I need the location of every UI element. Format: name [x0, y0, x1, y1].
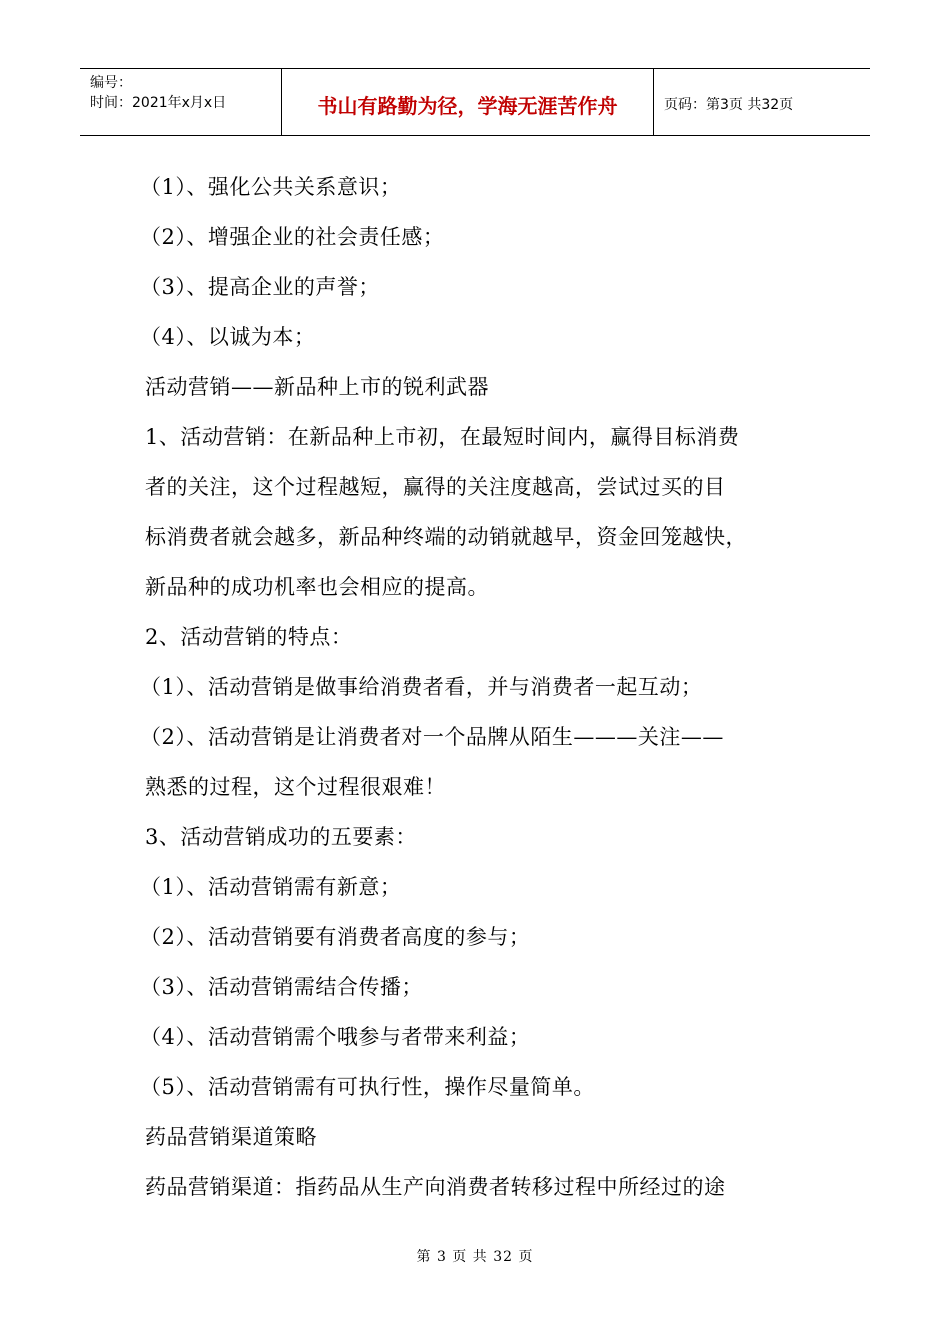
- text-line: （2）、增强企业的社会责任感；: [140, 225, 445, 249]
- text-line: （2）、活动营销是让消费者对一个品牌从陌生———关注——: [140, 725, 724, 749]
- header-motto: 书山有路勤为径，学海无涯苦作舟: [282, 69, 654, 135]
- text-line: 熟悉的过程，这个过程很艰难！: [145, 775, 446, 799]
- text-line: （1）、活动营销是做事给消费者看，并与消费者一起互动；: [140, 675, 703, 699]
- text-line: 2、活动营销的特点：: [145, 625, 353, 649]
- page-footer: 第 3 页 共 32 页: [416, 1249, 534, 1265]
- header-page-info: 页码：第3页 共32页: [664, 97, 794, 113]
- text-line: （4）、以诚为本；: [140, 325, 316, 349]
- document-number: 编号：: [90, 75, 132, 91]
- document-time: 时间：2021年x月x日: [90, 95, 227, 111]
- text-line: （5）、活动营销需有可执行性，操作尽量简单。: [140, 1075, 595, 1099]
- section-heading: 活动营销——新品种上市的锐利武器: [145, 375, 489, 399]
- text-line: （3）、提高企业的声誉；: [140, 275, 380, 299]
- text-line: 标消费者就会越多，新品种终端的动销就越早，资金回笼越快，: [145, 525, 747, 549]
- section-heading: 药品营销渠道策略: [145, 1125, 317, 1149]
- text-line: （1）、活动营销需有新意；: [140, 875, 402, 899]
- text-line: （4）、活动营销需个哦参与者带来利益；: [140, 1025, 531, 1049]
- text-line: 药品营销渠道：指药品从生产向消费者转移过程中所经过的途: [145, 1175, 726, 1199]
- text-line: （1）、强化公共关系意识；: [140, 175, 402, 199]
- text-line: 者的关注，这个过程越短，赢得的关注度越高，尝试过买的目: [145, 475, 726, 499]
- text-line: （3）、活动营销需结合传播；: [140, 975, 423, 999]
- text-line: 3、活动营销成功的五要素：: [145, 825, 417, 849]
- page-header: [80, 68, 870, 136]
- text-line: （2）、活动营销要有消费者高度的参与；: [140, 925, 531, 949]
- text-line: 新品种的成功机率也会相应的提高。: [145, 575, 489, 599]
- text-line: 1、活动营销：在新品种上市初，在最短时间内，赢得目标消费: [145, 425, 740, 449]
- header-meta: [80, 69, 282, 135]
- document-body: [140, 162, 820, 1212]
